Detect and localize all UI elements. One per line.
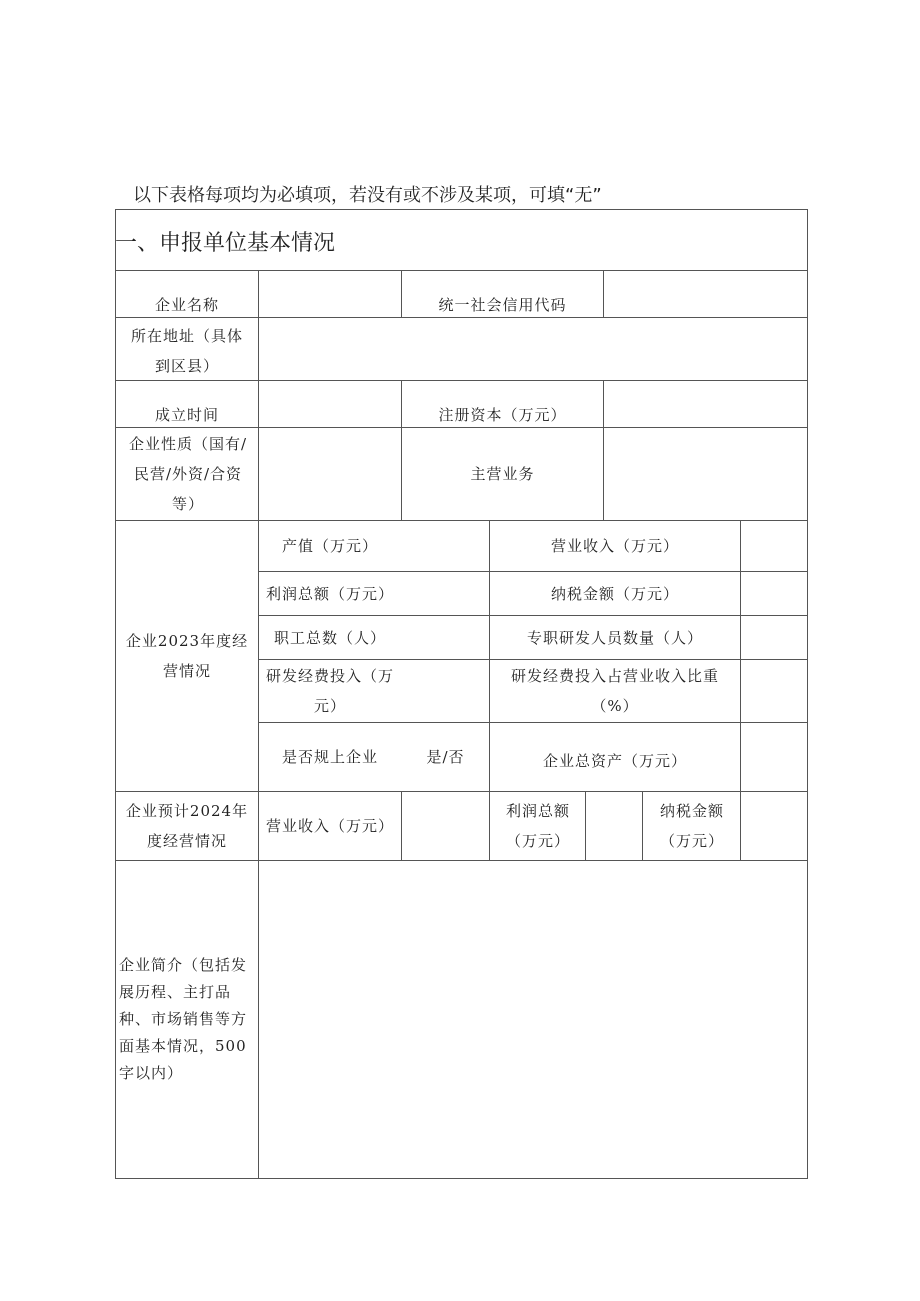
field-rd-staff[interactable]	[741, 616, 807, 659]
label-tax-2024: 纳税金额（万元）	[659, 802, 724, 850]
field-main-business[interactable]	[604, 428, 807, 520]
label-profit-2024: 利润总额（万元）	[505, 802, 570, 850]
field-output-value[interactable]	[402, 521, 489, 571]
field-address[interactable]	[259, 318, 807, 380]
label-above-scale: 是否规上企业	[281, 748, 378, 766]
table-rule	[115, 1178, 808, 1179]
field-employees[interactable]	[402, 616, 489, 659]
label-revenue-2024: 营业收入（万元）	[265, 817, 394, 835]
table-rule	[115, 209, 808, 210]
field-above-scale[interactable]: 是/否	[426, 748, 465, 766]
field-registered-capital[interactable]	[604, 381, 807, 427]
field-enterprise-nature[interactable]	[259, 428, 401, 520]
label-total-profit-2023: 利润总额（万元）	[265, 584, 394, 603]
field-tax-paid-2023[interactable]	[741, 572, 807, 615]
field-profit-2024[interactable]	[586, 792, 642, 860]
label-company-name: 企业名称	[154, 296, 219, 314]
table-rule	[642, 791, 643, 860]
label-rd-ratio: 研发经费投入占营业收入比重（%）	[510, 667, 719, 715]
label-address: 所在地址（具体到区县）	[130, 327, 243, 375]
label-company-intro: 企业简介（包括发展历程、主打品种、市场销售等方面基本情况，500字以内）	[119, 956, 248, 1082]
table-rule	[807, 209, 808, 1179]
field-company-intro[interactable]	[259, 861, 807, 1178]
field-company-name[interactable]	[259, 271, 401, 317]
label-rd-staff: 专职研发人员数量（人）	[526, 628, 703, 647]
label-established: 成立时间	[154, 406, 219, 424]
label-output-value: 产值（万元）	[281, 537, 378, 555]
form-instruction: 以下表格每项均为必填项，若没有或不涉及某项，可填“无”	[133, 185, 602, 206]
label-employees: 职工总数（人）	[273, 628, 386, 647]
field-tax-2024[interactable]	[741, 792, 807, 860]
table-rule	[489, 520, 490, 860]
label-tax-paid-2023: 纳税金额（万元）	[550, 584, 679, 603]
label-revenue-2023: 营业收入（万元）	[550, 537, 679, 555]
field-established[interactable]	[259, 381, 401, 427]
section-title: 一、申报单位基本情况	[115, 231, 336, 256]
label-main-business: 主营业务	[470, 465, 535, 483]
label-operations-2024: 企业预计2024年度经营情况	[125, 802, 249, 850]
label-credit-code: 统一社会信用代码	[438, 296, 567, 314]
field-rd-ratio[interactable]	[741, 660, 807, 722]
field-rd-expense[interactable]	[402, 660, 489, 722]
field-total-assets[interactable]	[741, 723, 807, 791]
field-total-profit-2023[interactable]	[402, 572, 489, 615]
label-enterprise-nature: 企业性质（国有/民营/外资/合资等）	[128, 435, 248, 513]
table-rule	[115, 209, 116, 1179]
label-operations-2023: 企业2023年度经营情况	[125, 632, 249, 680]
field-credit-code[interactable]	[604, 271, 807, 317]
field-revenue-2024[interactable]	[402, 792, 489, 860]
label-registered-capital: 注册资本（万元）	[438, 406, 567, 424]
field-revenue-2023[interactable]	[741, 521, 807, 571]
label-total-assets: 企业总资产（万元）	[542, 751, 687, 770]
label-rd-expense: 研发经费投入（万元）	[265, 667, 394, 715]
